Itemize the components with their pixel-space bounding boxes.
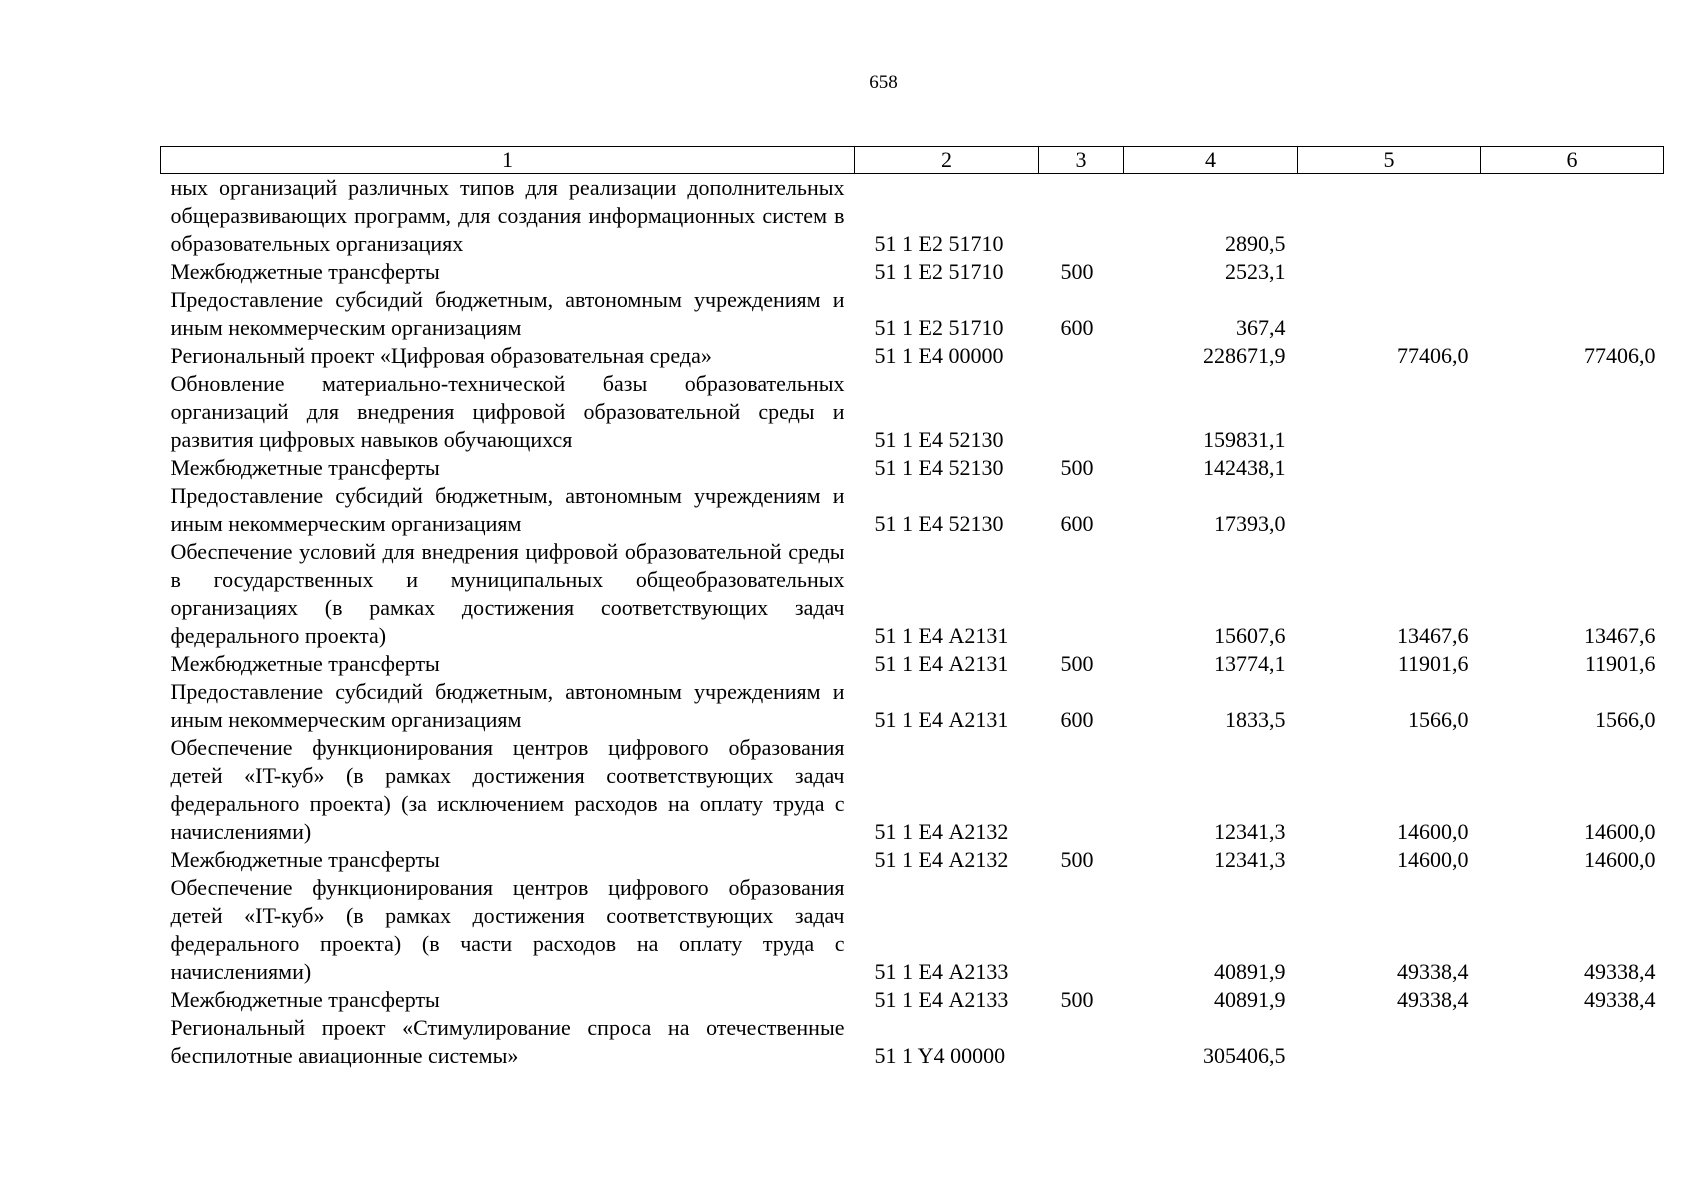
row-name: Предоставление субсидий бюджетным, автономным учреждениям и иным некоммерческим организациям xyxy=(170,679,845,732)
table-header xyxy=(161,147,1664,174)
row-amount-col4: 142438,1 xyxy=(1203,455,1286,480)
row-expense-type: 500 xyxy=(1060,847,1094,872)
row-code: 51 1 Е4 52130 xyxy=(874,511,1004,536)
table-row xyxy=(161,650,1664,678)
row-amount-col6 xyxy=(1481,370,1664,454)
table-row xyxy=(161,258,1664,286)
row-name: Предоставление субсидий бюджетным, автономным учреждениям и иным некоммерческим организациям xyxy=(170,287,845,340)
row-amount-col6: 14600,0 xyxy=(1584,847,1656,872)
row-amount-col4: 13774,1 xyxy=(1214,651,1286,676)
row-amount-col4: 367,4 xyxy=(1236,315,1286,340)
row-amount-col4: 17393,0 xyxy=(1214,511,1286,536)
row-expense-type: 600 xyxy=(1060,511,1094,536)
row-name: Межбюджетные трансферты xyxy=(170,259,440,284)
header-row xyxy=(161,147,1664,174)
row-code: 51 1 Е2 51710 xyxy=(874,259,1004,284)
row-name: Региональный проект «Цифровая образовательная среда» xyxy=(170,343,712,368)
row-amount-col6: 13467,6 xyxy=(1584,623,1656,648)
row-amount-col4: 159831,1 xyxy=(1203,427,1286,452)
row-code: 51 1 Е4 А2132 xyxy=(874,819,1009,844)
row-expense-type xyxy=(1039,874,1124,986)
table-row xyxy=(161,454,1664,482)
row-amount-col4: 12341,3 xyxy=(1214,819,1286,844)
row-amount-col5: 77406,0 xyxy=(1397,343,1469,368)
row-expense-type: 500 xyxy=(1060,651,1094,676)
row-amount-col6 xyxy=(1481,482,1664,538)
row-name: Межбюджетные трансферты xyxy=(170,455,440,480)
row-amount-col5: 1566,0 xyxy=(1408,707,1469,732)
row-code: 51 1 Е2 51710 xyxy=(874,231,1004,256)
row-name: Региональный проект «Стимулирование спроса на отечественные беспилотные авиационные системы» xyxy=(170,1015,845,1068)
row-code: 51 1 Е2 51710 xyxy=(874,315,1004,340)
header-col-4: 4 xyxy=(1124,147,1298,174)
row-amount-col5: 14600,0 xyxy=(1397,819,1469,844)
row-code: 51 1 Y4 00000 xyxy=(874,1043,1006,1068)
row-amount-col4: 305406,5 xyxy=(1203,1043,1286,1068)
header-col-1: 1 xyxy=(161,147,855,174)
row-code: 51 1 Е4 А2131 xyxy=(874,707,1009,732)
row-amount-col6 xyxy=(1481,258,1664,286)
row-expense-type: 500 xyxy=(1060,259,1094,284)
row-amount-col6: 49338,4 xyxy=(1584,959,1656,984)
row-expense-type: 500 xyxy=(1060,987,1094,1012)
page-number: 658 xyxy=(869,72,898,93)
row-expense-type: 600 xyxy=(1060,315,1094,340)
row-amount-col4: 2890,5 xyxy=(1225,231,1286,256)
row-amount-col5: 49338,4 xyxy=(1397,987,1469,1012)
header-col-6: 6 xyxy=(1481,147,1664,174)
row-amount-col4: 40891,9 xyxy=(1214,987,1286,1012)
row-expense-type: 600 xyxy=(1060,707,1094,732)
row-expense-type xyxy=(1039,342,1124,370)
table-row xyxy=(161,678,1664,734)
table-row xyxy=(161,734,1664,846)
row-name: Межбюджетные трансферты xyxy=(170,847,440,872)
row-amount-col4: 1833,5 xyxy=(1225,707,1286,732)
table-row xyxy=(161,174,1664,259)
row-amount-col5: 14600,0 xyxy=(1397,847,1469,872)
row-code: 51 1 Е4 А2131 xyxy=(874,651,1009,676)
row-amount-col4: 228671,9 xyxy=(1203,343,1286,368)
row-amount-col5 xyxy=(1298,1014,1481,1070)
row-expense-type xyxy=(1039,370,1124,454)
table-row xyxy=(161,874,1664,986)
budget-table-container xyxy=(160,146,1663,1070)
row-expense-type xyxy=(1039,734,1124,846)
row-amount-col5 xyxy=(1298,174,1481,259)
row-name: Обновление материально-технической базы образовательных организаций для внедрения цифровой образовательной среды и развития цифровых навыков обучающихся xyxy=(170,371,845,452)
table-row xyxy=(161,342,1664,370)
row-amount-col5: 13467,6 xyxy=(1397,623,1469,648)
row-expense-type xyxy=(1039,174,1124,259)
row-code: 51 1 Е4 А2133 xyxy=(874,987,1009,1012)
row-code: 51 1 Е4 А2131 xyxy=(874,623,1009,648)
header-col-3: 3 xyxy=(1039,147,1124,174)
table-row xyxy=(161,986,1664,1014)
row-amount-col6 xyxy=(1481,454,1664,482)
row-name: Обеспечение условий для внедрения цифровой образовательной среды в государственных и муниципальных общеобразовательных организациях (в рамках достижения соответствующих задач федерального проекта) xyxy=(170,539,845,648)
row-name: Межбюджетные трансферты xyxy=(170,651,440,676)
row-amount-col6: 14600,0 xyxy=(1584,819,1656,844)
header-col-5: 5 xyxy=(1298,147,1481,174)
row-amount-col5 xyxy=(1298,258,1481,286)
table-row xyxy=(161,482,1664,538)
row-amount-col4: 2523,1 xyxy=(1225,259,1286,284)
row-amount-col6 xyxy=(1481,174,1664,259)
row-expense-type xyxy=(1039,1014,1124,1070)
row-name: Обеспечение функционирования центров цифрового образования детей «IT-куб» (в рамках достижения соответствующих задач федерального проекта) (за исключением расходов на оплату труда с начислениями) xyxy=(170,735,845,844)
row-amount-col6: 77406,0 xyxy=(1584,343,1656,368)
table-row xyxy=(161,286,1664,342)
budget-table xyxy=(160,146,1664,1070)
row-amount-col5: 49338,4 xyxy=(1397,959,1469,984)
row-amount-col5 xyxy=(1298,482,1481,538)
row-amount-col5 xyxy=(1298,454,1481,482)
row-amount-col4: 40891,9 xyxy=(1214,959,1286,984)
row-amount-col6 xyxy=(1481,286,1664,342)
row-amount-col6: 11901,6 xyxy=(1584,651,1656,676)
row-code: 51 1 Е4 52130 xyxy=(874,455,1004,480)
row-amount-col6 xyxy=(1481,1014,1664,1070)
row-code: 51 1 Е4 52130 xyxy=(874,427,1004,452)
table-row xyxy=(161,846,1664,874)
table-body xyxy=(161,174,1664,1071)
row-amount-col4: 12341,3 xyxy=(1214,847,1286,872)
row-amount-col6: 1566,0 xyxy=(1595,707,1656,732)
table-row xyxy=(161,370,1664,454)
row-code: 51 1 Е4 А2132 xyxy=(874,847,1009,872)
row-amount-col5 xyxy=(1298,286,1481,342)
row-name: Обеспечение функционирования центров цифрового образования детей «IT-куб» (в рамках достижения соответствующих задач федерального проекта) (в части расходов на оплату труда с начислениями) xyxy=(170,875,845,984)
header-col-2: 2 xyxy=(855,147,1039,174)
row-code: 51 1 Е4 А2133 xyxy=(874,959,1009,984)
row-amount-col5 xyxy=(1298,370,1481,454)
row-code: 51 1 Е4 00000 xyxy=(874,343,1004,368)
row-name: Предоставление субсидий бюджетным, автономным учреждениям и иным некоммерческим организациям xyxy=(170,483,845,536)
row-amount-col6: 49338,4 xyxy=(1584,987,1656,1012)
row-name: Межбюджетные трансферты xyxy=(170,987,440,1012)
row-expense-type: 500 xyxy=(1060,455,1094,480)
row-name: ных организаций различных типов для реализации дополнительных общеразвивающих программ, для создания информационных систем в образовательных организациях xyxy=(170,175,845,256)
table-row xyxy=(161,538,1664,650)
table-row xyxy=(161,1014,1664,1070)
row-amount-col4: 15607,6 xyxy=(1214,623,1286,648)
row-expense-type xyxy=(1039,538,1124,650)
row-amount-col5: 11901,6 xyxy=(1397,651,1469,676)
